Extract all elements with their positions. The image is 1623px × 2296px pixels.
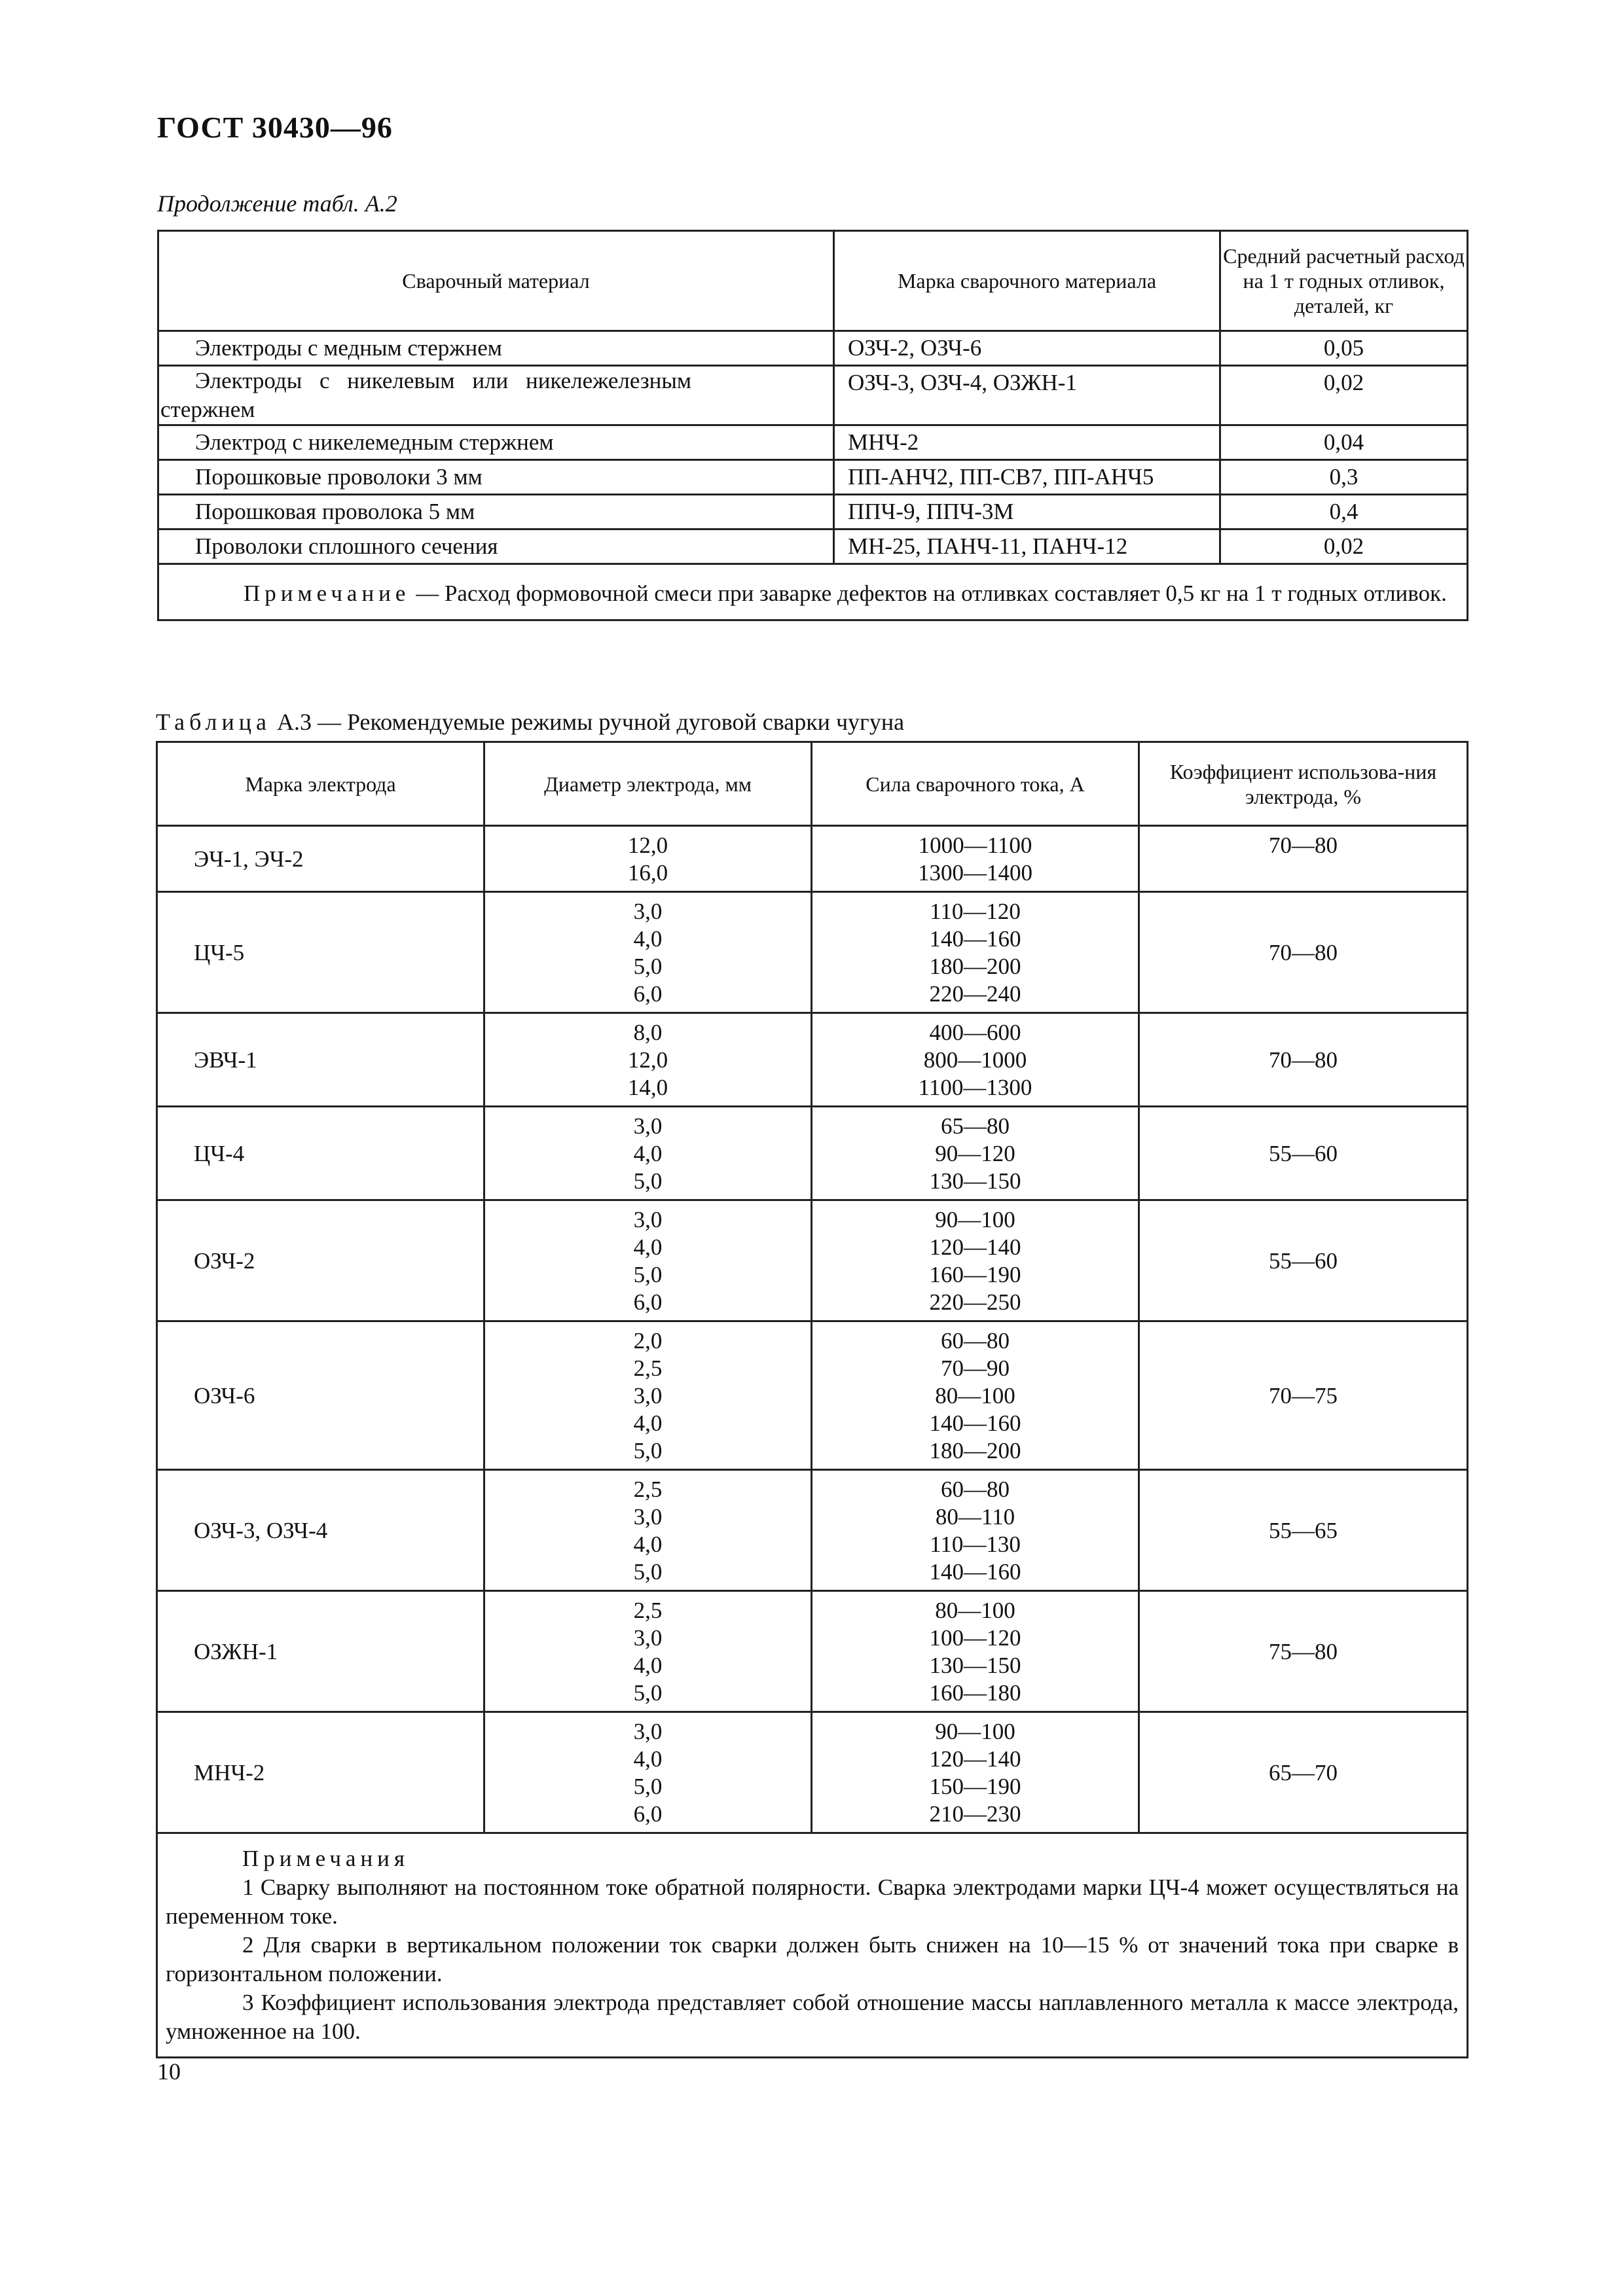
diameter-cell (484, 1107, 812, 1200)
diameter-cell (484, 1321, 812, 1470)
current-value: 110—130 (930, 1532, 1021, 1557)
mark-cell: ОЗЧ-3, ОЗЧ-4, ОЗЖН-1 (834, 366, 1220, 425)
current-cell (812, 1013, 1139, 1107)
electrode-mark-cell: ОЗЖН-1 (157, 1591, 484, 1712)
diameter-value: 4,0 (633, 1141, 663, 1166)
diameter-cell (484, 1712, 812, 1833)
diameter-value: 14,0 (627, 1075, 668, 1100)
table-row (158, 495, 1468, 529)
column-header-coefficient: Коэффициент использова-ния электрода, % (1139, 742, 1468, 826)
diameter-cell (484, 1470, 812, 1591)
table-row (157, 1591, 1468, 1712)
current-value: 110—120 (930, 899, 1021, 924)
table-row (157, 1013, 1468, 1107)
diameter-value: 5,0 (633, 1262, 663, 1287)
coefficient-cell: 70—75 (1139, 1321, 1468, 1470)
page-number: 10 (157, 2058, 181, 2085)
diameter-value: 16,0 (627, 860, 668, 886)
current-value: 120—140 (929, 1746, 1021, 1772)
material-cell: Порошковые проволоки 3 мм (158, 460, 834, 495)
consumption-cell: 0,3 (1220, 460, 1468, 495)
current-cell (812, 1470, 1139, 1591)
current-value: 800—1000 (923, 1047, 1027, 1073)
material-text: Электроды с никелевым или никележелезным (195, 368, 692, 393)
table-note (158, 564, 1468, 620)
note-text: — Расход формовочной смеси при заварке дефектов на отливках составляет 0,5 кг на 1 т годных отливок. (416, 581, 1447, 606)
table-row (157, 826, 1468, 892)
document-code: ГОСТ 30430—96 (157, 111, 393, 144)
current-value: 180—200 (929, 1438, 1021, 1463)
current-value: 120—140 (929, 1234, 1021, 1260)
table-a3 (156, 741, 1468, 2058)
material-cell: Порошковая проволока 5 мм (158, 495, 834, 529)
diameter-value: 4,0 (633, 1410, 663, 1436)
consumption-cell: 0,02 (1220, 529, 1468, 564)
diameter-value: 12,0 (627, 1047, 668, 1073)
diameter-cell (484, 1591, 812, 1712)
consumption-cell: 0,05 (1220, 331, 1468, 366)
diameter-value: 5,0 (633, 1680, 663, 1706)
diameter-value: 3,0 (633, 1113, 663, 1139)
current-value: 140—160 (929, 926, 1021, 952)
diameter-value: 4,0 (633, 926, 663, 952)
material-cell: Проволоки сплошного сечения (158, 529, 834, 564)
current-cell (812, 1712, 1139, 1833)
material-cell: Электроды с медным стержнем (158, 331, 834, 366)
column-header-consumption: Средний расчетный расход на 1 т годных отливок, деталей, кг (1220, 231, 1468, 331)
table-row (157, 1321, 1468, 1470)
table-notes-row (157, 1833, 1468, 2058)
table-row (157, 1200, 1468, 1321)
table-row (157, 1712, 1468, 1833)
consumption-cell: 0,4 (1220, 495, 1468, 529)
diameter-value: 5,0 (633, 1559, 663, 1585)
current-value: 80—110 (935, 1504, 1015, 1530)
current-value: 1100—1300 (918, 1075, 1032, 1100)
note-paragraph: 1 Сварку выполняют на постоянном токе обратной полярности. Сварка электродами марки ЦЧ-4 может осуществляться на переменном токе. (166, 1874, 1459, 1929)
current-value: 80—100 (935, 1383, 1015, 1408)
current-value: 220—250 (929, 1289, 1021, 1315)
diameter-cell (484, 826, 812, 892)
diameter-value: 5,0 (633, 1168, 663, 1194)
material-cell: Электрод с никелемедным стержнем (158, 425, 834, 460)
coefficient-cell: 70—80 (1139, 826, 1468, 892)
table-notes (157, 1833, 1468, 2058)
coefficient-cell: 65—70 (1139, 1712, 1468, 1833)
table-header-row (158, 231, 1468, 331)
table-row (158, 425, 1468, 460)
current-value: 140—160 (929, 1410, 1021, 1436)
diameter-value: 5,0 (633, 1774, 663, 1799)
mark-cell: ОЗЧ-2, ОЗЧ-6 (834, 331, 1220, 366)
current-value: 60—80 (941, 1477, 1010, 1502)
current-value: 130—150 (929, 1168, 1021, 1194)
note-paragraph: 2 Для сварки в вертикальном положении ток сварки должен быть снижен на 10—15 % от значений тока при сварке в горизонтальном положении. (166, 1932, 1459, 1986)
current-value: 90—100 (935, 1719, 1015, 1744)
table-note-row (158, 564, 1468, 620)
table-header-row (157, 742, 1468, 826)
current-value: 150—190 (929, 1774, 1021, 1799)
table-row (158, 460, 1468, 495)
current-value: 80—100 (935, 1598, 1015, 1623)
mark-cell: ПП-АНЧ2, ПП-СВ7, ПП-АНЧ5 (834, 460, 1220, 495)
coefficient-cell: 55—65 (1139, 1470, 1468, 1591)
current-value: 70—90 (941, 1355, 1010, 1381)
current-value: 130—150 (929, 1653, 1021, 1678)
current-value: 160—190 (929, 1262, 1021, 1287)
caption-label: Таблица (156, 709, 271, 735)
diameter-value: 4,0 (633, 1532, 663, 1557)
diameter-value: 2,5 (633, 1598, 663, 1623)
column-header-diameter: Диаметр электрода, мм (484, 742, 812, 826)
coefficient-cell: 70—80 (1139, 1013, 1468, 1107)
diameter-value: 6,0 (633, 1801, 663, 1827)
consumption-cell: 0,04 (1220, 425, 1468, 460)
coefficient-cell: 55—60 (1139, 1200, 1468, 1321)
electrode-mark-cell: ЭЧ-1, ЭЧ-2 (157, 826, 484, 892)
current-cell (812, 892, 1139, 1013)
diameter-value: 5,0 (633, 1438, 663, 1463)
diameter-value: 2,5 (633, 1355, 663, 1381)
electrode-mark-cell: МНЧ-2 (157, 1712, 484, 1833)
current-value: 100—120 (929, 1625, 1021, 1651)
diameter-value: 4,0 (633, 1234, 663, 1260)
table-row (157, 1470, 1468, 1591)
diameter-value: 2,5 (633, 1477, 663, 1502)
current-cell (812, 1200, 1139, 1321)
material-text-continuation: стержнем (160, 397, 255, 422)
diameter-value: 4,0 (633, 1746, 663, 1772)
current-value: 1300—1400 (918, 860, 1032, 886)
electrode-mark-cell: ОЗЧ-6 (157, 1321, 484, 1470)
diameter-value: 12,0 (627, 833, 668, 858)
diameter-value: 3,0 (633, 1719, 663, 1744)
notes-title: Примечания (242, 1846, 410, 1871)
current-value: 90—120 (935, 1141, 1015, 1166)
current-cell (812, 1591, 1139, 1712)
diameter-value: 5,0 (633, 954, 663, 979)
table-a2 (157, 230, 1468, 621)
note-label: Примечание (244, 581, 410, 606)
table-row (157, 1107, 1468, 1200)
material-cell (158, 366, 834, 425)
electrode-mark-cell: ОЗЧ-3, ОЗЧ-4 (157, 1470, 484, 1591)
current-value: 1000—1100 (918, 833, 1032, 858)
diameter-value: 3,0 (633, 1625, 663, 1651)
diameter-cell (484, 1013, 812, 1107)
current-value: 180—200 (929, 954, 1021, 979)
current-value: 160—180 (929, 1680, 1021, 1706)
current-value: 210—230 (929, 1801, 1021, 1827)
mark-cell: МН-25, ПАНЧ-11, ПАНЧ-12 (834, 529, 1220, 564)
current-value: 65—80 (941, 1113, 1010, 1139)
mark-cell: ППЧ-9, ППЧ-3М (834, 495, 1220, 529)
column-header-current: Сила сварочного тока, А (812, 742, 1139, 826)
electrode-mark-cell: ЦЧ-5 (157, 892, 484, 1013)
mark-cell: МНЧ-2 (834, 425, 1220, 460)
current-value: 140—160 (929, 1559, 1021, 1585)
coefficient-cell: 70—80 (1139, 892, 1468, 1013)
current-value: 220—240 (929, 981, 1021, 1007)
current-value: 400—600 (929, 1020, 1021, 1045)
column-header-electrode-mark: Марка электрода (157, 742, 484, 826)
table-row (158, 331, 1468, 366)
table-a3-caption (156, 708, 904, 736)
diameter-value: 3,0 (633, 1504, 663, 1530)
note-paragraph: 3 Коэффициент использования электрода представляет собой отношение массы наплавленного металла к массе электрода, умноженное на 100. (166, 1990, 1459, 2044)
diameter-cell (484, 892, 812, 1013)
electrode-mark-cell: ОЗЧ-2 (157, 1200, 484, 1321)
diameter-value: 6,0 (633, 1289, 663, 1315)
current-value: 60—80 (941, 1328, 1010, 1354)
coefficient-cell: 75—80 (1139, 1591, 1468, 1712)
electrode-mark-cell: ЭВЧ-1 (157, 1013, 484, 1107)
current-value: 90—100 (935, 1207, 1015, 1232)
diameter-cell (484, 1200, 812, 1321)
table-row (158, 366, 1468, 425)
table-row (157, 892, 1468, 1013)
consumption-cell: 0,02 (1220, 366, 1468, 425)
coefficient-cell: 55—60 (1139, 1107, 1468, 1200)
current-cell (812, 1321, 1139, 1470)
current-cell (812, 1107, 1139, 1200)
table-a2-caption: Продолжение табл. А.2 (157, 190, 397, 217)
diameter-value: 2,0 (633, 1328, 663, 1354)
current-cell (812, 826, 1139, 892)
diameter-value: 6,0 (633, 981, 663, 1007)
diameter-value: 3,0 (633, 1383, 663, 1408)
column-header-mark: Марка сварочного материала (834, 231, 1220, 331)
electrode-mark-cell: ЦЧ-4 (157, 1107, 484, 1200)
table-row (158, 529, 1468, 564)
diameter-value: 3,0 (633, 899, 663, 924)
diameter-value: 4,0 (633, 1653, 663, 1678)
caption-text: А.3 — Рекомендуемые режимы ручной дуговой сварки чугуна (276, 709, 905, 735)
diameter-value: 8,0 (633, 1020, 663, 1045)
column-header-material: Сварочный материал (158, 231, 834, 331)
diameter-value: 3,0 (633, 1207, 663, 1232)
